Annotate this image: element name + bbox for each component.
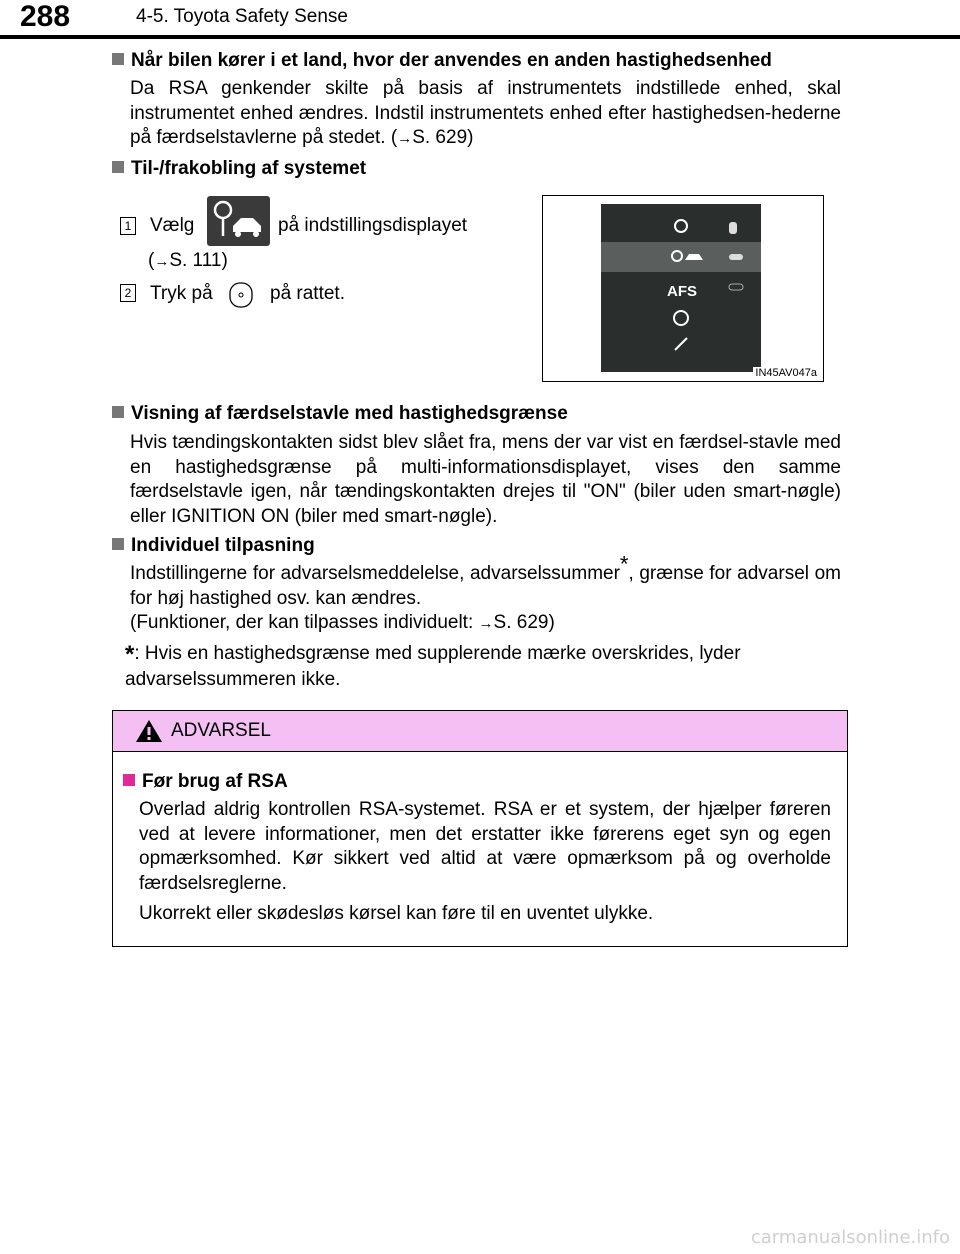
image-code: IN45AV047a: [755, 367, 817, 379]
step-2-text-b: på rattet.: [270, 283, 345, 304]
step-2-text-a: Tryk på: [150, 283, 213, 304]
section-bullet-icon: [112, 53, 124, 65]
step-number-1: 1: [120, 217, 136, 235]
chapter-title: 4-5. Toyota Safety Sense: [136, 6, 348, 27]
step-number-2: 2: [120, 284, 136, 302]
warning-bullet-icon: [123, 774, 135, 786]
section-bullet-icon: [112, 406, 124, 418]
section-bullet-icon: [112, 538, 124, 550]
page-number: 288: [20, 0, 71, 33]
section-body-speed-sign: Hvis tændingskontakten sidst blev slået fra, mens der var vist en færdsel-stavle med en hastighedsgrænse på multi-informationsdisplayet, vises den samme færdselstavle igen, når tændingskontakten drejes til "ON" (biler uden smart-nøgle) eller IGNITION ON (biler med smart-nøgle).: [130, 432, 841, 527]
header-rule: [0, 35, 960, 39]
step-1-ref: (→S. 111): [148, 250, 228, 271]
section-heading-toggle: Til-/frakobling af systemet: [112, 158, 366, 180]
asterisk-marker: *: [619, 551, 629, 577]
warning-paragraph-2: Ukorrekt eller skødesløs kørsel kan føre til en uventet ulykke.: [139, 903, 654, 924]
step-1-text-a: Vælg: [150, 215, 195, 236]
instrument-panel-photo: [601, 204, 761, 372]
watermark: carmanualsonline.info: [750, 1227, 950, 1248]
steering-switch-icon: [228, 282, 254, 308]
rsa-settings-icon: [207, 196, 270, 246]
warning-paragraph-1: Overlad aldrig kontrollen RSA-systemet. RSA er et system, der hjælper føreren ved at levere informationer, men det erstatter ikke førerens eget syn og egen opmærksomhed. Kør sikkert ved altid at være opmærksom på og overholde færdselsreglerne.: [139, 799, 831, 894]
warning-title: ADVARSEL: [171, 720, 271, 741]
reference-arrow-icon: →: [478, 615, 494, 632]
warning-triangle-icon: [135, 719, 163, 743]
footnote: *: Hvis en hastighedsgrænse med supplerende mærke overskrides, lyder advarselssummeren ikke.: [125, 641, 741, 690]
afs-label: AFS: [667, 283, 697, 300]
step-1-text-b: på indstillingsdisplayet: [278, 215, 468, 236]
reference-arrow-icon: →: [397, 130, 413, 147]
section-body-customization: Indstillingerne for advarselsmeddelelse, advarselssummer*, grænse for advarsel om for høj hastighed osv. kan ændres. (Funktioner, der kan tilpasses individuelt: →S. 629): [130, 551, 841, 633]
section-heading-speed-unit: Når bilen kører i et land, hvor der anvendes en anden hastighedsenhed: [112, 50, 772, 72]
section-body-speed-unit: Da RSA genkender skilte på basis af instrumentets indstillede enhed, skal instrumentet enhed ændres. Indstil instrumentets enhed efter hastighedsen-hederne på færdselstavlerne på stedet. (→S. 629): [130, 78, 841, 148]
warning-subtitle: Før brug af RSA: [123, 771, 288, 793]
warning-box: [112, 710, 848, 947]
reference-arrow-icon: →: [154, 253, 170, 270]
section-heading-customization: Individuel tilpasning: [112, 535, 315, 557]
section-bullet-icon: [112, 161, 124, 173]
instrument-photo-frame: [542, 195, 824, 382]
section-heading-speed-sign: Visning af færdselstavle med hastighedsgrænse: [112, 403, 568, 425]
warning-header: [113, 711, 847, 752]
